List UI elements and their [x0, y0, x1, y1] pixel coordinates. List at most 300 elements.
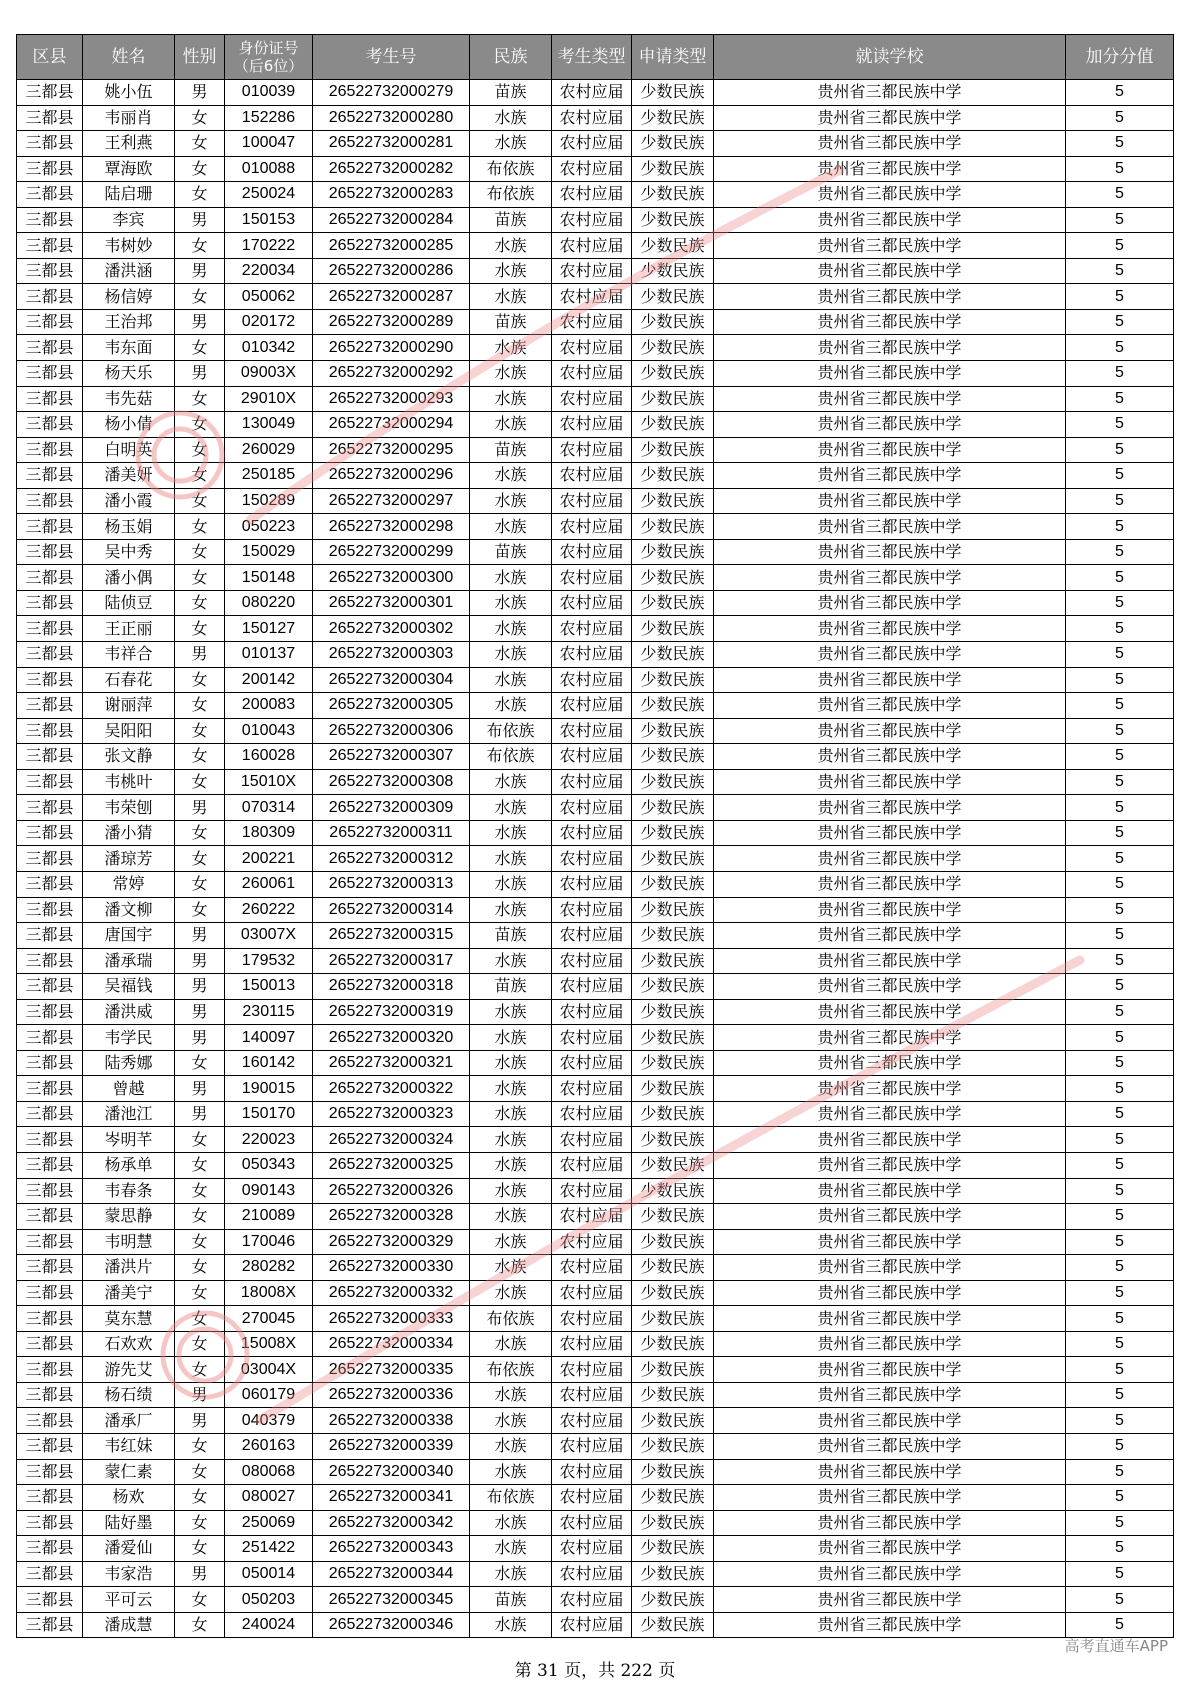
table-row [17, 488, 1174, 514]
cell-ethnicity: 水族 [470, 412, 552, 438]
cell-exam-number: 26522732000329 [313, 1229, 470, 1255]
cell-ethnicity: 布依族 [470, 182, 552, 208]
cell-ethnicity: 水族 [470, 1331, 552, 1357]
cell-bonus-points: 5 [1066, 974, 1174, 1000]
cell-district: 三都县 [17, 539, 83, 565]
table-body [17, 80, 1174, 1638]
cell-ethnicity: 苗族 [470, 437, 552, 463]
cell-ethnicity: 水族 [470, 105, 552, 131]
cell-gender: 女 [175, 1536, 225, 1562]
cell-ethnicity: 水族 [470, 897, 552, 923]
table-row [17, 1459, 1174, 1485]
cell-exam-number: 26522732000319 [313, 999, 470, 1025]
cell-candidate-type: 农村应届 [552, 1561, 632, 1587]
cell-school: 贵州省三都民族中学 [714, 386, 1066, 412]
cell-candidate-type: 农村应届 [552, 1408, 632, 1434]
header-id-line2: （后6位） [233, 57, 304, 75]
cell-bonus-points: 5 [1066, 437, 1174, 463]
cell-id-suffix: 150013 [225, 974, 313, 1000]
cell-name: 石欢欢 [83, 1331, 175, 1357]
cell-bonus-points: 5 [1066, 871, 1174, 897]
cell-district: 三都县 [17, 718, 83, 744]
cell-exam-number: 26522732000292 [313, 361, 470, 387]
cell-school: 贵州省三都民族中学 [714, 1050, 1066, 1076]
cell-name: 韦东面 [83, 335, 175, 361]
table-row [17, 335, 1174, 361]
cell-name: 潘琼芳 [83, 846, 175, 872]
cell-exam-number: 26522732000323 [313, 1101, 470, 1127]
table-row [17, 1306, 1174, 1332]
cell-name: 唐国宇 [83, 923, 175, 949]
cell-candidate-type: 农村应届 [552, 1025, 632, 1051]
cell-gender: 女 [175, 1612, 225, 1638]
cell-school: 贵州省三都民族中学 [714, 616, 1066, 642]
cell-gender: 男 [175, 80, 225, 106]
cell-gender: 男 [175, 923, 225, 949]
table-row [17, 1382, 1174, 1408]
cell-application-type: 少数民族 [632, 1076, 714, 1102]
cell-id-suffix: 251422 [225, 1536, 313, 1562]
table-row [17, 1280, 1174, 1306]
cell-bonus-points: 5 [1066, 182, 1174, 208]
cell-id-suffix: 152286 [225, 105, 313, 131]
cell-application-type: 少数民族 [632, 1485, 714, 1511]
cell-exam-number: 26522732000312 [313, 846, 470, 872]
cell-district: 三都县 [17, 131, 83, 157]
cell-school: 贵州省三都民族中学 [714, 871, 1066, 897]
cell-district: 三都县 [17, 693, 83, 719]
cell-gender: 男 [175, 258, 225, 284]
table-row [17, 207, 1174, 233]
cell-candidate-type: 农村应届 [552, 999, 632, 1025]
cell-candidate-type: 农村应届 [552, 437, 632, 463]
cell-school: 贵州省三都民族中学 [714, 514, 1066, 540]
table-row [17, 361, 1174, 387]
cell-candidate-type: 农村应届 [552, 718, 632, 744]
cell-name: 潘小猜 [83, 820, 175, 846]
brand-label: 高考直通车APP [1064, 1637, 1168, 1655]
cell-candidate-type: 农村应届 [552, 1152, 632, 1178]
cell-name: 岑明芊 [83, 1127, 175, 1153]
cell-bonus-points: 5 [1066, 539, 1174, 565]
cell-school: 贵州省三都民族中学 [714, 258, 1066, 284]
cell-id-suffix: 190015 [225, 1076, 313, 1102]
cell-district: 三都县 [17, 1536, 83, 1562]
cell-exam-number: 26522732000308 [313, 769, 470, 795]
cell-school: 贵州省三都民族中学 [714, 1485, 1066, 1511]
cell-bonus-points: 5 [1066, 463, 1174, 489]
cell-id-suffix: 050062 [225, 284, 313, 310]
cell-bonus-points: 5 [1066, 1025, 1174, 1051]
cell-gender: 女 [175, 386, 225, 412]
cell-candidate-type: 农村应届 [552, 565, 632, 591]
cell-school: 贵州省三都民族中学 [714, 923, 1066, 949]
cell-exam-number: 26522732000324 [313, 1127, 470, 1153]
cell-application-type: 少数民族 [632, 1612, 714, 1638]
table-header [17, 35, 1174, 80]
cell-ethnicity: 水族 [470, 667, 552, 693]
cell-bonus-points: 5 [1066, 233, 1174, 259]
cell-id-suffix: 010137 [225, 642, 313, 668]
cell-candidate-type: 农村应届 [552, 1485, 632, 1511]
header-school: 就读学校 [714, 35, 1066, 80]
cell-candidate-type: 农村应届 [552, 131, 632, 157]
cell-district: 三都县 [17, 156, 83, 182]
cell-school: 贵州省三都民族中学 [714, 1382, 1066, 1408]
cell-application-type: 少数民族 [632, 693, 714, 719]
cell-application-type: 少数民族 [632, 667, 714, 693]
cell-id-suffix: 09003X [225, 361, 313, 387]
cell-ethnicity: 水族 [470, 616, 552, 642]
table-row [17, 795, 1174, 821]
cell-exam-number: 26522732000303 [313, 642, 470, 668]
cell-name: 潘承瑞 [83, 948, 175, 974]
header-exam-number: 考生号 [313, 35, 470, 80]
cell-name: 平可云 [83, 1587, 175, 1613]
cell-district: 三都县 [17, 412, 83, 438]
cell-district: 三都县 [17, 871, 83, 897]
cell-ethnicity: 水族 [470, 1459, 552, 1485]
cell-application-type: 少数民族 [632, 1025, 714, 1051]
cell-gender: 女 [175, 871, 225, 897]
cell-ethnicity: 苗族 [470, 309, 552, 335]
cell-id-suffix: 150153 [225, 207, 313, 233]
cell-exam-number: 26522732000279 [313, 80, 470, 106]
cell-district: 三都县 [17, 1485, 83, 1511]
table-row [17, 1255, 1174, 1281]
cell-district: 三都县 [17, 590, 83, 616]
cell-id-suffix: 03007X [225, 923, 313, 949]
cell-name: 蒙仁素 [83, 1459, 175, 1485]
cell-school: 贵州省三都民族中学 [714, 539, 1066, 565]
cell-id-suffix: 130049 [225, 412, 313, 438]
cell-candidate-type: 农村应届 [552, 1459, 632, 1485]
cell-school: 贵州省三都民族中学 [714, 1510, 1066, 1536]
cell-ethnicity: 水族 [470, 233, 552, 259]
cell-district: 三都县 [17, 565, 83, 591]
cell-bonus-points: 5 [1066, 156, 1174, 182]
cell-id-suffix: 040379 [225, 1408, 313, 1434]
cell-school: 贵州省三都民族中学 [714, 1127, 1066, 1153]
cell-candidate-type: 农村应届 [552, 1382, 632, 1408]
cell-school: 贵州省三都民族中学 [714, 999, 1066, 1025]
cell-name: 潘洪片 [83, 1255, 175, 1281]
cell-gender: 女 [175, 1306, 225, 1332]
cell-gender: 女 [175, 1152, 225, 1178]
cell-gender: 女 [175, 1255, 225, 1281]
cell-candidate-type: 农村应届 [552, 386, 632, 412]
cell-name: 王利燕 [83, 131, 175, 157]
cell-application-type: 少数民族 [632, 412, 714, 438]
table-row [17, 718, 1174, 744]
cell-exam-number: 26522732000280 [313, 105, 470, 131]
cell-candidate-type: 农村应届 [552, 769, 632, 795]
cell-bonus-points: 5 [1066, 565, 1174, 591]
cell-district: 三都县 [17, 1280, 83, 1306]
cell-school: 贵州省三都民族中学 [714, 642, 1066, 668]
header-name: 姓名 [83, 35, 175, 80]
cell-gender: 男 [175, 1101, 225, 1127]
cell-name: 韦丽肖 [83, 105, 175, 131]
cell-name: 潘美妍 [83, 463, 175, 489]
cell-exam-number: 26522732000338 [313, 1408, 470, 1434]
table-row [17, 744, 1174, 770]
cell-id-suffix: 050343 [225, 1152, 313, 1178]
cell-id-suffix: 050014 [225, 1561, 313, 1587]
cell-district: 三都县 [17, 1612, 83, 1638]
table-row [17, 514, 1174, 540]
cell-candidate-type: 农村应届 [552, 642, 632, 668]
cell-bonus-points: 5 [1066, 1204, 1174, 1230]
table-row [17, 1510, 1174, 1536]
cell-id-suffix: 150029 [225, 539, 313, 565]
cell-application-type: 少数民族 [632, 514, 714, 540]
cell-name: 姚小伍 [83, 80, 175, 106]
cell-gender: 男 [175, 999, 225, 1025]
cell-application-type: 少数民族 [632, 1382, 714, 1408]
table-row [17, 667, 1174, 693]
cell-application-type: 少数民族 [632, 974, 714, 1000]
cell-district: 三都县 [17, 1382, 83, 1408]
cell-application-type: 少数民族 [632, 1204, 714, 1230]
cell-district: 三都县 [17, 846, 83, 872]
cell-district: 三都县 [17, 361, 83, 387]
cell-ethnicity: 水族 [470, 1076, 552, 1102]
cell-candidate-type: 农村应届 [552, 1255, 632, 1281]
cell-exam-number: 26522732000322 [313, 1076, 470, 1102]
cell-exam-number: 26522732000335 [313, 1357, 470, 1383]
cell-name: 常婷 [83, 871, 175, 897]
cell-district: 三都县 [17, 1561, 83, 1587]
cell-id-suffix: 230115 [225, 999, 313, 1025]
cell-district: 三都县 [17, 1204, 83, 1230]
cell-district: 三都县 [17, 744, 83, 770]
cell-exam-number: 26522732000289 [313, 309, 470, 335]
table-row [17, 1101, 1174, 1127]
cell-id-suffix: 250024 [225, 182, 313, 208]
cell-name: 潘洪涵 [83, 258, 175, 284]
cell-name: 韦树妙 [83, 233, 175, 259]
cell-name: 潘小霞 [83, 488, 175, 514]
cell-gender: 女 [175, 1510, 225, 1536]
cell-exam-number: 26522732000313 [313, 871, 470, 897]
cell-name: 潘小偶 [83, 565, 175, 591]
cell-name: 游先艾 [83, 1357, 175, 1383]
cell-id-suffix: 179532 [225, 948, 313, 974]
cell-district: 三都县 [17, 820, 83, 846]
cell-id-suffix: 250185 [225, 463, 313, 489]
cell-ethnicity: 布依族 [470, 156, 552, 182]
cell-id-suffix: 260163 [225, 1433, 313, 1459]
cell-id-suffix: 090143 [225, 1178, 313, 1204]
cell-name: 张文静 [83, 744, 175, 770]
cell-ethnicity: 水族 [470, 846, 552, 872]
cell-school: 贵州省三都民族中学 [714, 744, 1066, 770]
cell-district: 三都县 [17, 284, 83, 310]
cell-exam-number: 26522732000321 [313, 1050, 470, 1076]
cell-application-type: 少数民族 [632, 1306, 714, 1332]
cell-gender: 女 [175, 412, 225, 438]
cell-id-suffix: 220034 [225, 258, 313, 284]
cell-exam-number: 26522732000343 [313, 1536, 470, 1562]
cell-district: 三都县 [17, 463, 83, 489]
cell-name: 潘文柳 [83, 897, 175, 923]
cell-ethnicity: 水族 [470, 871, 552, 897]
cell-application-type: 少数民族 [632, 999, 714, 1025]
cell-name: 白明英 [83, 437, 175, 463]
cell-district: 三都县 [17, 258, 83, 284]
cell-ethnicity: 苗族 [470, 80, 552, 106]
cell-district: 三都县 [17, 1152, 83, 1178]
cell-district: 三都县 [17, 667, 83, 693]
cell-bonus-points: 5 [1066, 1536, 1174, 1562]
cell-bonus-points: 5 [1066, 1101, 1174, 1127]
cell-application-type: 少数民族 [632, 1357, 714, 1383]
cell-candidate-type: 农村应届 [552, 795, 632, 821]
cell-exam-number: 26522732000296 [313, 463, 470, 489]
cell-id-suffix: 010039 [225, 80, 313, 106]
table-row [17, 1331, 1174, 1357]
table-row [17, 309, 1174, 335]
cell-application-type: 少数民族 [632, 233, 714, 259]
cell-district: 三都县 [17, 897, 83, 923]
cell-school: 贵州省三都民族中学 [714, 718, 1066, 744]
cell-exam-number: 26522732000330 [313, 1255, 470, 1281]
cell-name: 石春花 [83, 667, 175, 693]
cell-exam-number: 26522732000317 [313, 948, 470, 974]
table-row [17, 1152, 1174, 1178]
cell-exam-number: 26522732000283 [313, 182, 470, 208]
cell-gender: 女 [175, 744, 225, 770]
cell-exam-number: 26522732000341 [313, 1485, 470, 1511]
cell-district: 三都县 [17, 616, 83, 642]
cell-school: 贵州省三都民族中学 [714, 361, 1066, 387]
cell-name: 潘池江 [83, 1101, 175, 1127]
cell-name: 谢丽萍 [83, 693, 175, 719]
cell-school: 贵州省三都民族中学 [714, 1255, 1066, 1281]
cell-application-type: 少数民族 [632, 846, 714, 872]
cell-bonus-points: 5 [1066, 999, 1174, 1025]
header-id-line1: 身份证号 [238, 39, 299, 57]
cell-bonus-points: 5 [1066, 1561, 1174, 1587]
cell-bonus-points: 5 [1066, 1280, 1174, 1306]
table-row [17, 233, 1174, 259]
cell-bonus-points: 5 [1066, 667, 1174, 693]
header-bonus-points: 加分分值 [1066, 35, 1174, 80]
cell-candidate-type: 农村应届 [552, 539, 632, 565]
cell-bonus-points: 5 [1066, 1459, 1174, 1485]
cell-exam-number: 26522732000342 [313, 1510, 470, 1536]
table-row [17, 642, 1174, 668]
cell-candidate-type: 农村应届 [552, 923, 632, 949]
cell-ethnicity: 水族 [470, 795, 552, 821]
cell-name: 陆好墨 [83, 1510, 175, 1536]
cell-gender: 男 [175, 361, 225, 387]
cell-name: 杨信婷 [83, 284, 175, 310]
cell-bonus-points: 5 [1066, 1306, 1174, 1332]
table-row [17, 1076, 1174, 1102]
cell-name: 杨欢 [83, 1485, 175, 1511]
header-id-suffix [225, 35, 313, 80]
cell-school: 贵州省三都民族中学 [714, 1306, 1066, 1332]
cell-school: 贵州省三都民族中学 [714, 769, 1066, 795]
cell-school: 贵州省三都民族中学 [714, 565, 1066, 591]
cell-exam-number: 26522732000325 [313, 1152, 470, 1178]
cell-gender: 女 [175, 667, 225, 693]
cell-bonus-points: 5 [1066, 820, 1174, 846]
cell-ethnicity: 水族 [470, 590, 552, 616]
cell-ethnicity: 水族 [470, 1255, 552, 1281]
cell-name: 杨小倩 [83, 412, 175, 438]
table-row [17, 1561, 1174, 1587]
cell-district: 三都县 [17, 309, 83, 335]
cell-candidate-type: 农村应届 [552, 744, 632, 770]
cell-id-suffix: 15010X [225, 769, 313, 795]
table-row [17, 1025, 1174, 1051]
cell-gender: 女 [175, 156, 225, 182]
cell-district: 三都县 [17, 1127, 83, 1153]
cell-school: 贵州省三都民族中学 [714, 1408, 1066, 1434]
cell-candidate-type: 农村应届 [552, 897, 632, 923]
cell-application-type: 少数民族 [632, 1587, 714, 1613]
cell-exam-number: 26522732000339 [313, 1433, 470, 1459]
cell-district: 三都县 [17, 1587, 83, 1613]
cell-gender: 女 [175, 769, 225, 795]
cell-name: 潘爱仙 [83, 1536, 175, 1562]
cell-school: 贵州省三都民族中学 [714, 846, 1066, 872]
cell-application-type: 少数民族 [632, 1408, 714, 1434]
cell-exam-number: 26522732000300 [313, 565, 470, 591]
cell-bonus-points: 5 [1066, 1587, 1174, 1613]
cell-bonus-points: 5 [1066, 1408, 1174, 1434]
cell-candidate-type: 农村应届 [552, 463, 632, 489]
table-row [17, 1485, 1174, 1511]
cell-school: 贵州省三都民族中学 [714, 1433, 1066, 1459]
cell-name: 王正丽 [83, 616, 175, 642]
cell-bonus-points: 5 [1066, 1178, 1174, 1204]
cell-ethnicity: 水族 [470, 1536, 552, 1562]
cell-exam-number: 26522732000328 [313, 1204, 470, 1230]
cell-gender: 男 [175, 974, 225, 1000]
cell-gender: 女 [175, 846, 225, 872]
cell-name: 陆侦豆 [83, 590, 175, 616]
cell-name: 吴阳阳 [83, 718, 175, 744]
cell-name: 韦先菇 [83, 386, 175, 412]
table-row [17, 1433, 1174, 1459]
table-row [17, 897, 1174, 923]
cell-application-type: 少数民族 [632, 80, 714, 106]
cell-gender: 男 [175, 642, 225, 668]
cell-ethnicity: 水族 [470, 1229, 552, 1255]
cell-candidate-type: 农村应届 [552, 1510, 632, 1536]
cell-school: 贵州省三都民族中学 [714, 693, 1066, 719]
cell-district: 三都县 [17, 999, 83, 1025]
cell-id-suffix: 150127 [225, 616, 313, 642]
cell-name: 韦祥合 [83, 642, 175, 668]
header-application-type: 申请类型 [632, 35, 714, 80]
cell-candidate-type: 农村应届 [552, 514, 632, 540]
cell-id-suffix: 010342 [225, 335, 313, 361]
cell-id-suffix: 260029 [225, 437, 313, 463]
cell-id-suffix: 210089 [225, 1204, 313, 1230]
cell-application-type: 少数民族 [632, 309, 714, 335]
cell-exam-number: 26522732000311 [313, 820, 470, 846]
cell-gender: 女 [175, 437, 225, 463]
table-row [17, 386, 1174, 412]
cell-bonus-points: 5 [1066, 258, 1174, 284]
table-row [17, 258, 1174, 284]
cell-exam-number: 26522732000306 [313, 718, 470, 744]
